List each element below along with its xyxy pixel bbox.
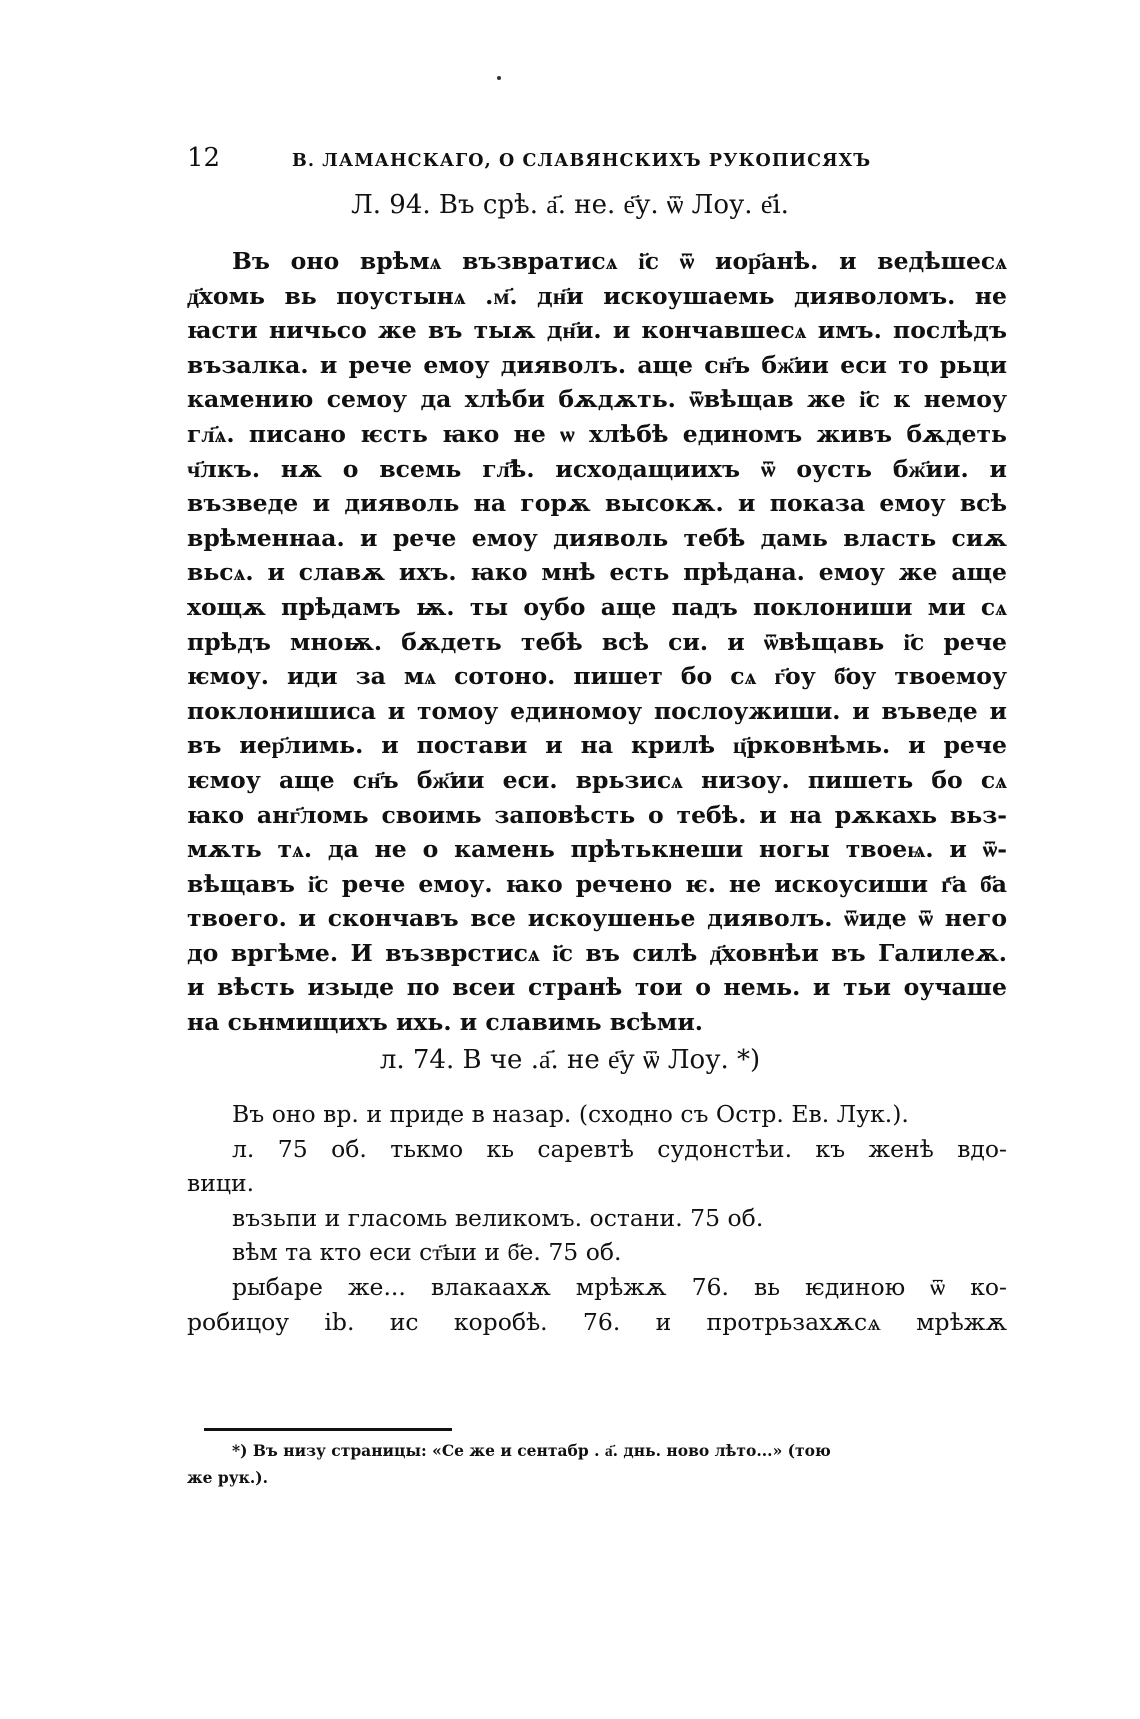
text-line: вьсѧ. и славѫ ихъ. ꙗко мнѣ есть прѣдана. емоу же аще (187, 558, 1007, 587)
text-line: твоего. и скончавъ все искоушенье дияволъ. ѿиде ѿ него (187, 904, 1007, 933)
section-1-text (187, 244, 1007, 1040)
section-1-heading: Л. 94. Въ срѣ. а҃. не. е҃у. ѿ Лоу. е҃і. (351, 190, 789, 220)
text-line: вици. (187, 1169, 255, 1198)
text-line: поклонишиса и томоу единомоу послоужиши. и въведе и (187, 696, 1007, 725)
text-line: и вѣсть изыде по всеи странѣ тои о немь. и тьи оучаше (187, 973, 1007, 1002)
text-line: на сьнмищихъ ихь. и славимь всѣми. (187, 1008, 703, 1037)
text-line: прѣдъ мноѭ. бѫдеть тебѣ всѣ си. и ѿвѣщавь і҃с рече (187, 627, 1007, 656)
text-line: ѥмоу аще сн҃ъ бж҃ии еси. врьзисѧ низоу. пишеть бо сѧ (187, 765, 1007, 794)
text-line: л. 75 об. тькмо кь саревтѣ судонстѣи. къ женѣ вдо- (232, 1134, 1007, 1163)
text-line: възалка. и рече емоу дияволъ. аще сн҃ъ бж҃ии еси то рьци (187, 350, 1007, 379)
text-line: д҃хомь вь поустынѧ .м҃. дн҃и искоушаемь дияволомъ. не (187, 281, 1007, 310)
text-line: до вргѣме. И възврстисѧ і҃с въ силѣ д҃ховнѣи въ Галилеѫ. (187, 938, 1007, 967)
section-2-text (187, 1097, 1007, 1339)
text-line: врѣменнаа. и рече емоу дияволь тебѣ дамь власть сиѫ (187, 523, 1007, 552)
page-header (187, 143, 917, 179)
footnote (187, 1437, 1007, 1491)
text-line: Въ оно врѣмѧ възвратисѧ і҃с ѿ иор҃анѣ. и ведѣшесѧ (232, 247, 1007, 275)
text-line: вѣм та кто еси ст҃ыи и б҃е. 75 об. (232, 1238, 622, 1267)
print-speck (497, 76, 501, 80)
text-line: мѫть тѧ. да не о камень прѣтькнеши ногы твоеѩ. и ѿ- (187, 835, 1007, 864)
text-line: ꙗсти ничьсо же въ тыѫ дн҃и. и кончавшесѧ имъ. послѣдъ (187, 316, 1007, 345)
text-line: въ иер҃лимь. и постави и на крилѣ ц҃рковнѣмь. и рече (187, 731, 1007, 760)
text-line: ѥмоу. иди за мѧ сотоно. пишет бо сѧ г҃оу б҃оу твоемоу (187, 662, 1007, 691)
text-line: рыбаре же... влакаахѫ мрѣжѫ 76. вь ѥдиною ѿ ко- (232, 1272, 1007, 1301)
running-title: В. ЛАМАНСКАГО, О СЛАВЯНСКИХЪ РУКОПИСЯХЪ (292, 151, 872, 171)
footnote-line: же рук.). (187, 1468, 268, 1487)
text-line: ꙗко анг҃ломь своимь заповѣсть о тебѣ. и на рѫкахь вьз- (187, 800, 1007, 829)
text-line: Въ оно вр. и приде в назар. (сходно съ Остр. Ев. Лук.). (232, 1100, 909, 1128)
text-line: възьпи и гласомь великомъ. остани. 75 об. (232, 1203, 764, 1232)
text-line: хощѫ прѣдамъ ѭ. ты оубо аще падъ поклониши ми сѧ (187, 592, 1007, 621)
text-line: робицоу ib. ис коробѣ. 76. и протрьзахѫсѧ мрѣжѫ (187, 1307, 1007, 1336)
page-number: 12 (187, 143, 221, 173)
text-line: гл҃ѧ. писано ѥсть ꙗко не ѡ хлѣбѣ единомъ живъ бѫдеть (187, 419, 1007, 448)
section-2-heading: л. 74. В че .а҃. не е҃у ѿ Лоу. *) (379, 1045, 761, 1075)
text-line: вѣщавъ і҃с рече емоу. ꙗко речено ѥ. не искоусиши г҃а б҃а (187, 869, 1007, 898)
text-line: ч҃лкъ. нѫ о всемь гл҃ѣ. исходащиихъ ѿ оусть бж҃ии. и (187, 454, 1007, 483)
footnote-line: *) Въ низу страницы: «Се же и сентабр . а҃. днь. ново лѣто...» (тою (232, 1441, 831, 1460)
text-line: възведе и дияволь на горѫ высокѫ. и показа емоу всѣ (187, 489, 1007, 518)
text-line: камению семоу да хлѣби бѫдѫть. ѿвѣщав же і҃с к немоу (187, 385, 1007, 414)
footnote-rule (204, 1428, 452, 1431)
